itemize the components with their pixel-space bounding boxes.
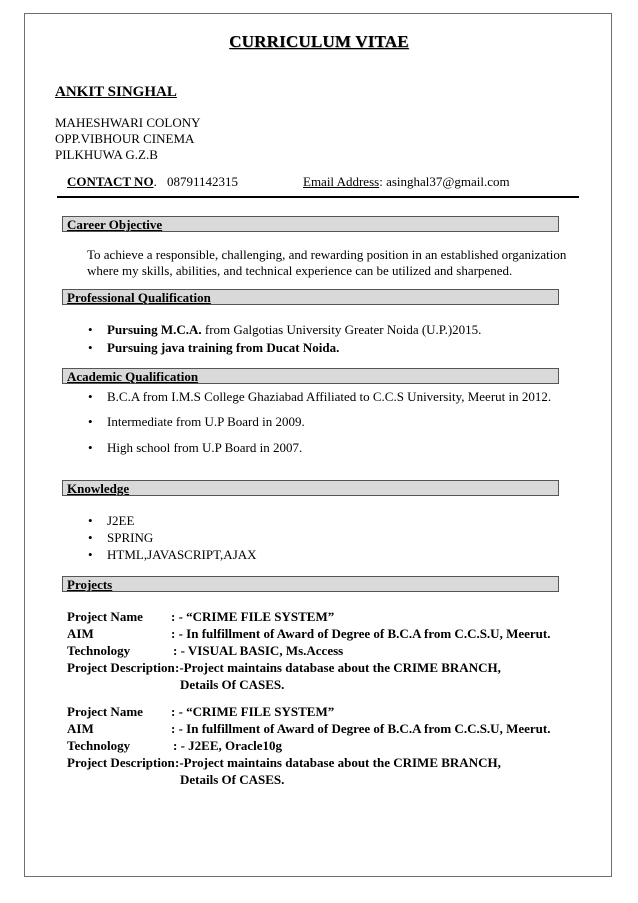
section-academic-qualification [62, 368, 559, 384]
section-career-objective [62, 216, 559, 232]
email-label: Email Address [303, 174, 380, 189]
career-line-1: To achieve a responsible, challenging, and rewarding position in an established organization [87, 247, 567, 262]
bullet-icon: • [88, 414, 93, 429]
project-name-label: Project Name [67, 704, 143, 719]
technology-label: Technology [67, 738, 131, 753]
aim-label: AIM [67, 626, 94, 641]
section-heading: Career Objective [67, 217, 163, 232]
section-heading: Professional Qualification [67, 290, 211, 305]
bullet-icon: • [88, 547, 93, 562]
professional-item-1-rest: from Galgotias University Greater Noida (U.P.)2015. [201, 322, 482, 337]
technology-value: : - J2EE, Oracle10g [173, 738, 283, 753]
professional-item-1-bold: Pursuing M.C.A. [107, 322, 202, 337]
project-name-label: Project Name [67, 609, 143, 624]
email-separator: : [379, 174, 383, 189]
project-name-value: : - “CRIME FILE SYSTEM” [171, 609, 335, 624]
project-1-desc-continued: Details Of CASES. [180, 677, 285, 692]
bullet-icon: • [88, 530, 93, 545]
academic-item-1: B.C.A from I.M.S College Ghaziabad Affiliated to C.C.S University, Meerut in 2012. [107, 389, 552, 404]
contact-row [67, 174, 510, 190]
bullet-icon: • [88, 340, 93, 355]
email-address[interactable]: asinghal37@gmail.com [386, 174, 510, 189]
project-name-value: : - “CRIME FILE SYSTEM” [171, 704, 335, 719]
technology-label: Technology [67, 643, 131, 658]
section-professional-qualification [62, 289, 559, 305]
address-line-3: PILKHUWA G.Z.B [55, 147, 158, 162]
knowledge-item-1: J2EE [107, 513, 135, 528]
project-2-desc-continued: Details Of CASES. [180, 772, 285, 787]
section-heading: Academic Qualification [67, 369, 199, 384]
section-knowledge [62, 480, 559, 496]
academic-item-3: High school from U.P Board in 2007. [107, 440, 303, 455]
section-heading: Knowledge [67, 481, 130, 496]
description-label: Project Description [67, 755, 175, 770]
aim-value: : - In fulfillment of Award of Degree of B.C.A from C.C.S.U, Meerut. [171, 626, 551, 641]
candidate-name: ANKIT SINGHAL [55, 84, 177, 100]
section-heading: Projects [67, 577, 113, 592]
address-line-2: OPP.VIBHOUR CINEMA [55, 131, 195, 146]
header-divider [57, 196, 579, 198]
technology-value: : - VISUAL BASIC, Ms.Access [173, 643, 344, 658]
document-title: CURRICULUM VITAE [229, 32, 409, 51]
contact-dot: . [153, 174, 157, 189]
professional-item-2: Pursuing java training from Ducat Noida. [107, 340, 340, 355]
aim-label: AIM [67, 721, 94, 736]
address-line-1: MAHESHWARI COLONY [55, 115, 201, 130]
description-value: :-Project maintains database about the CRIME BRANCH, [175, 660, 501, 675]
phone-number: 08791142315 [167, 174, 239, 189]
section-projects [62, 576, 559, 592]
description-value: :-Project maintains database about the CRIME BRANCH, [175, 755, 501, 770]
aim-value: : - In fulfillment of Award of Degree of B.C.A from C.C.S.U, Meerut. [171, 721, 551, 736]
knowledge-item-2: SPRING [107, 530, 154, 545]
bullet-icon: • [88, 513, 93, 528]
bullet-icon: • [88, 322, 93, 337]
knowledge-item-3: HTML,JAVASCRIPT,AJAX [107, 547, 257, 562]
contact-label: CONTACT NO [67, 174, 154, 189]
bullet-icon: • [88, 440, 93, 455]
description-label: Project Description [67, 660, 175, 675]
bullet-icon: • [88, 389, 93, 404]
email-block [303, 174, 510, 190]
academic-item-2: Intermediate from U.P Board in 2009. [107, 414, 305, 429]
career-line-2: where my skills, abilities, and technical experience can be utilized and sharpened. [87, 263, 513, 278]
